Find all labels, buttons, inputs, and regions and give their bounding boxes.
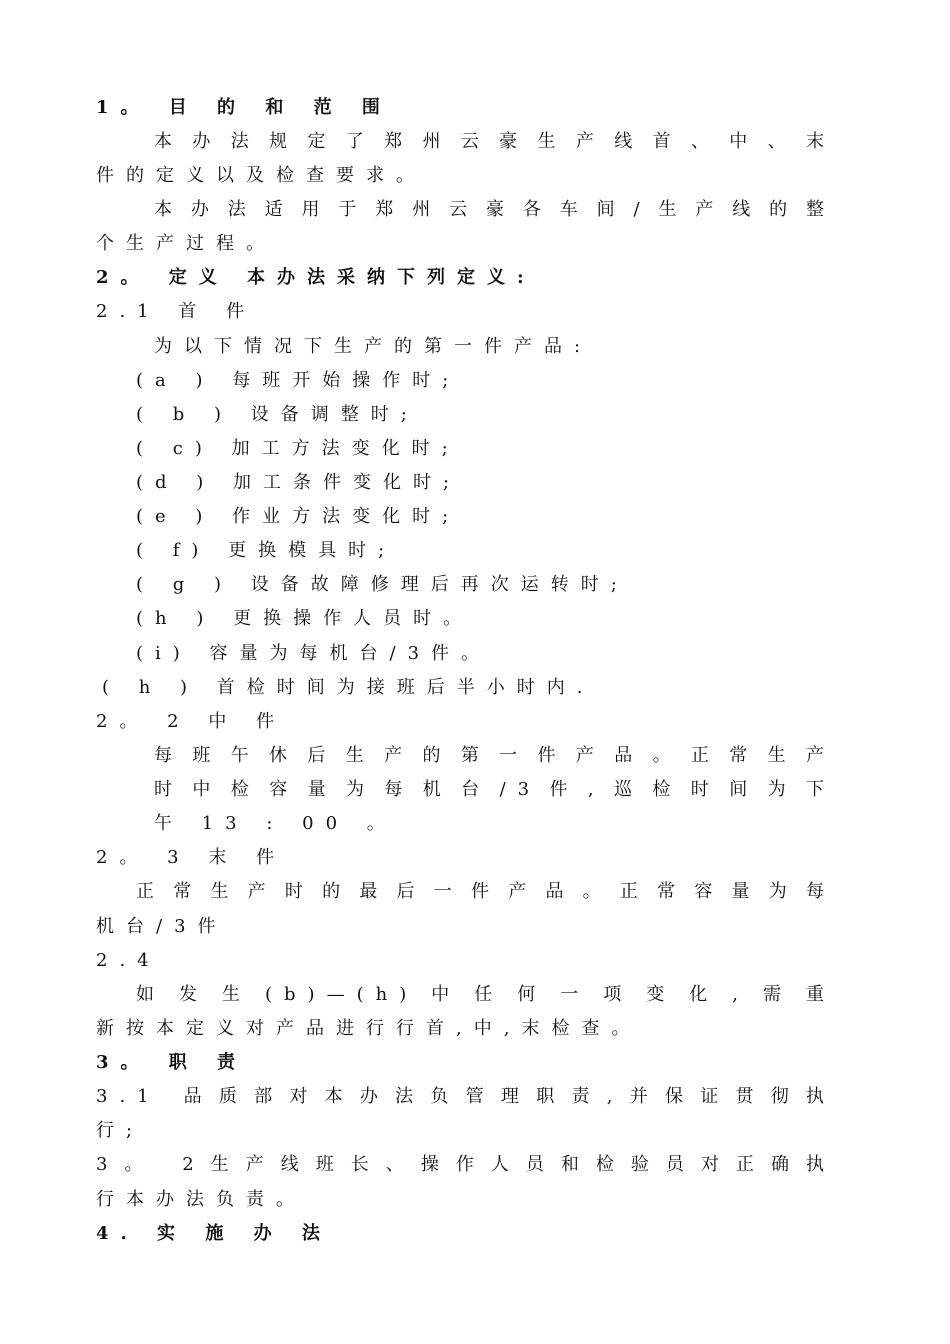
section-heading-4: 4. 实 施 办 法 [96,1223,332,1244]
section-heading-2: 2。 定义 本办法采纳下列定义: [96,267,536,288]
paragraph-line: 新按本定义对产品进行行首,中,末检查。 [96,1018,642,1039]
section-heading-3: 3。 职 责 [96,1052,248,1073]
list-item: ( f) 更换模具时; [136,540,397,561]
list-item: (h ) 更换操作人员时。 [136,608,474,629]
paragraph-line: 每班午休后生产的第一件产品。正常生产 [154,745,836,766]
list-item: ( b ) 设备调整时; [136,404,419,425]
paragraph-line: 本办法适用于郑州云豪各车间/生产线的整 [154,199,836,220]
paragraph-line: 件的定义以及检查要求。 [96,165,426,186]
paragraph-line: 个生产过程。 [96,233,276,254]
list-item: ( h ) 首检时间为接班后半小时内. [102,677,595,698]
paragraph-line: 本办法规定了郑州云豪生产线首、中、末 [154,131,836,152]
list-item: (i) 容量为每机台/3件。 [136,643,492,664]
list-item: (a ) 每班开始操作时; [136,370,461,391]
list-item: (d ) 加工条件变化时; [136,472,462,493]
paragraph-line: 午 13 : 00 。 [154,813,397,834]
list-item: (e ) 作业方法变化时; [136,506,461,527]
subsection-heading: 2。 3 末 件 [96,847,287,868]
paragraph-line: 行本办法负责。 [96,1189,306,1210]
list-item: ( c) 加工方法变化时; [136,438,460,459]
section-heading-1: 1。 目 的 和 范 围 [96,97,392,118]
paragraph-line: 行; [96,1120,145,1141]
list-item: ( g ) 设备故障修理后再次运转时; [136,574,629,595]
subsection-heading: 2。 2 中 件 [96,711,287,732]
paragraph-line: 机台/3件 [96,916,228,937]
paragraph-line: 3.1 品质部对本办法负管理职责,并保证贯彻执 [96,1086,836,1107]
paragraph-line: 3。 2生产线班长、操作人员和检验员对正确执 [96,1154,836,1175]
paragraph-line: 如发生(b)—(h)中任何一项变化,需重 [136,984,836,1005]
paragraph-line: 时中检容量为每机台/3件,巡检时间为下 [154,779,836,800]
subsection-heading: 2.4 [96,950,161,971]
paragraph-line: 正常生产时的最后一件产品。正常容量为每 [136,881,836,902]
subsection-heading: 2.1 首 件 [96,301,257,322]
paragraph-line: 为以下情况下生产的第一件产品: [154,336,593,357]
